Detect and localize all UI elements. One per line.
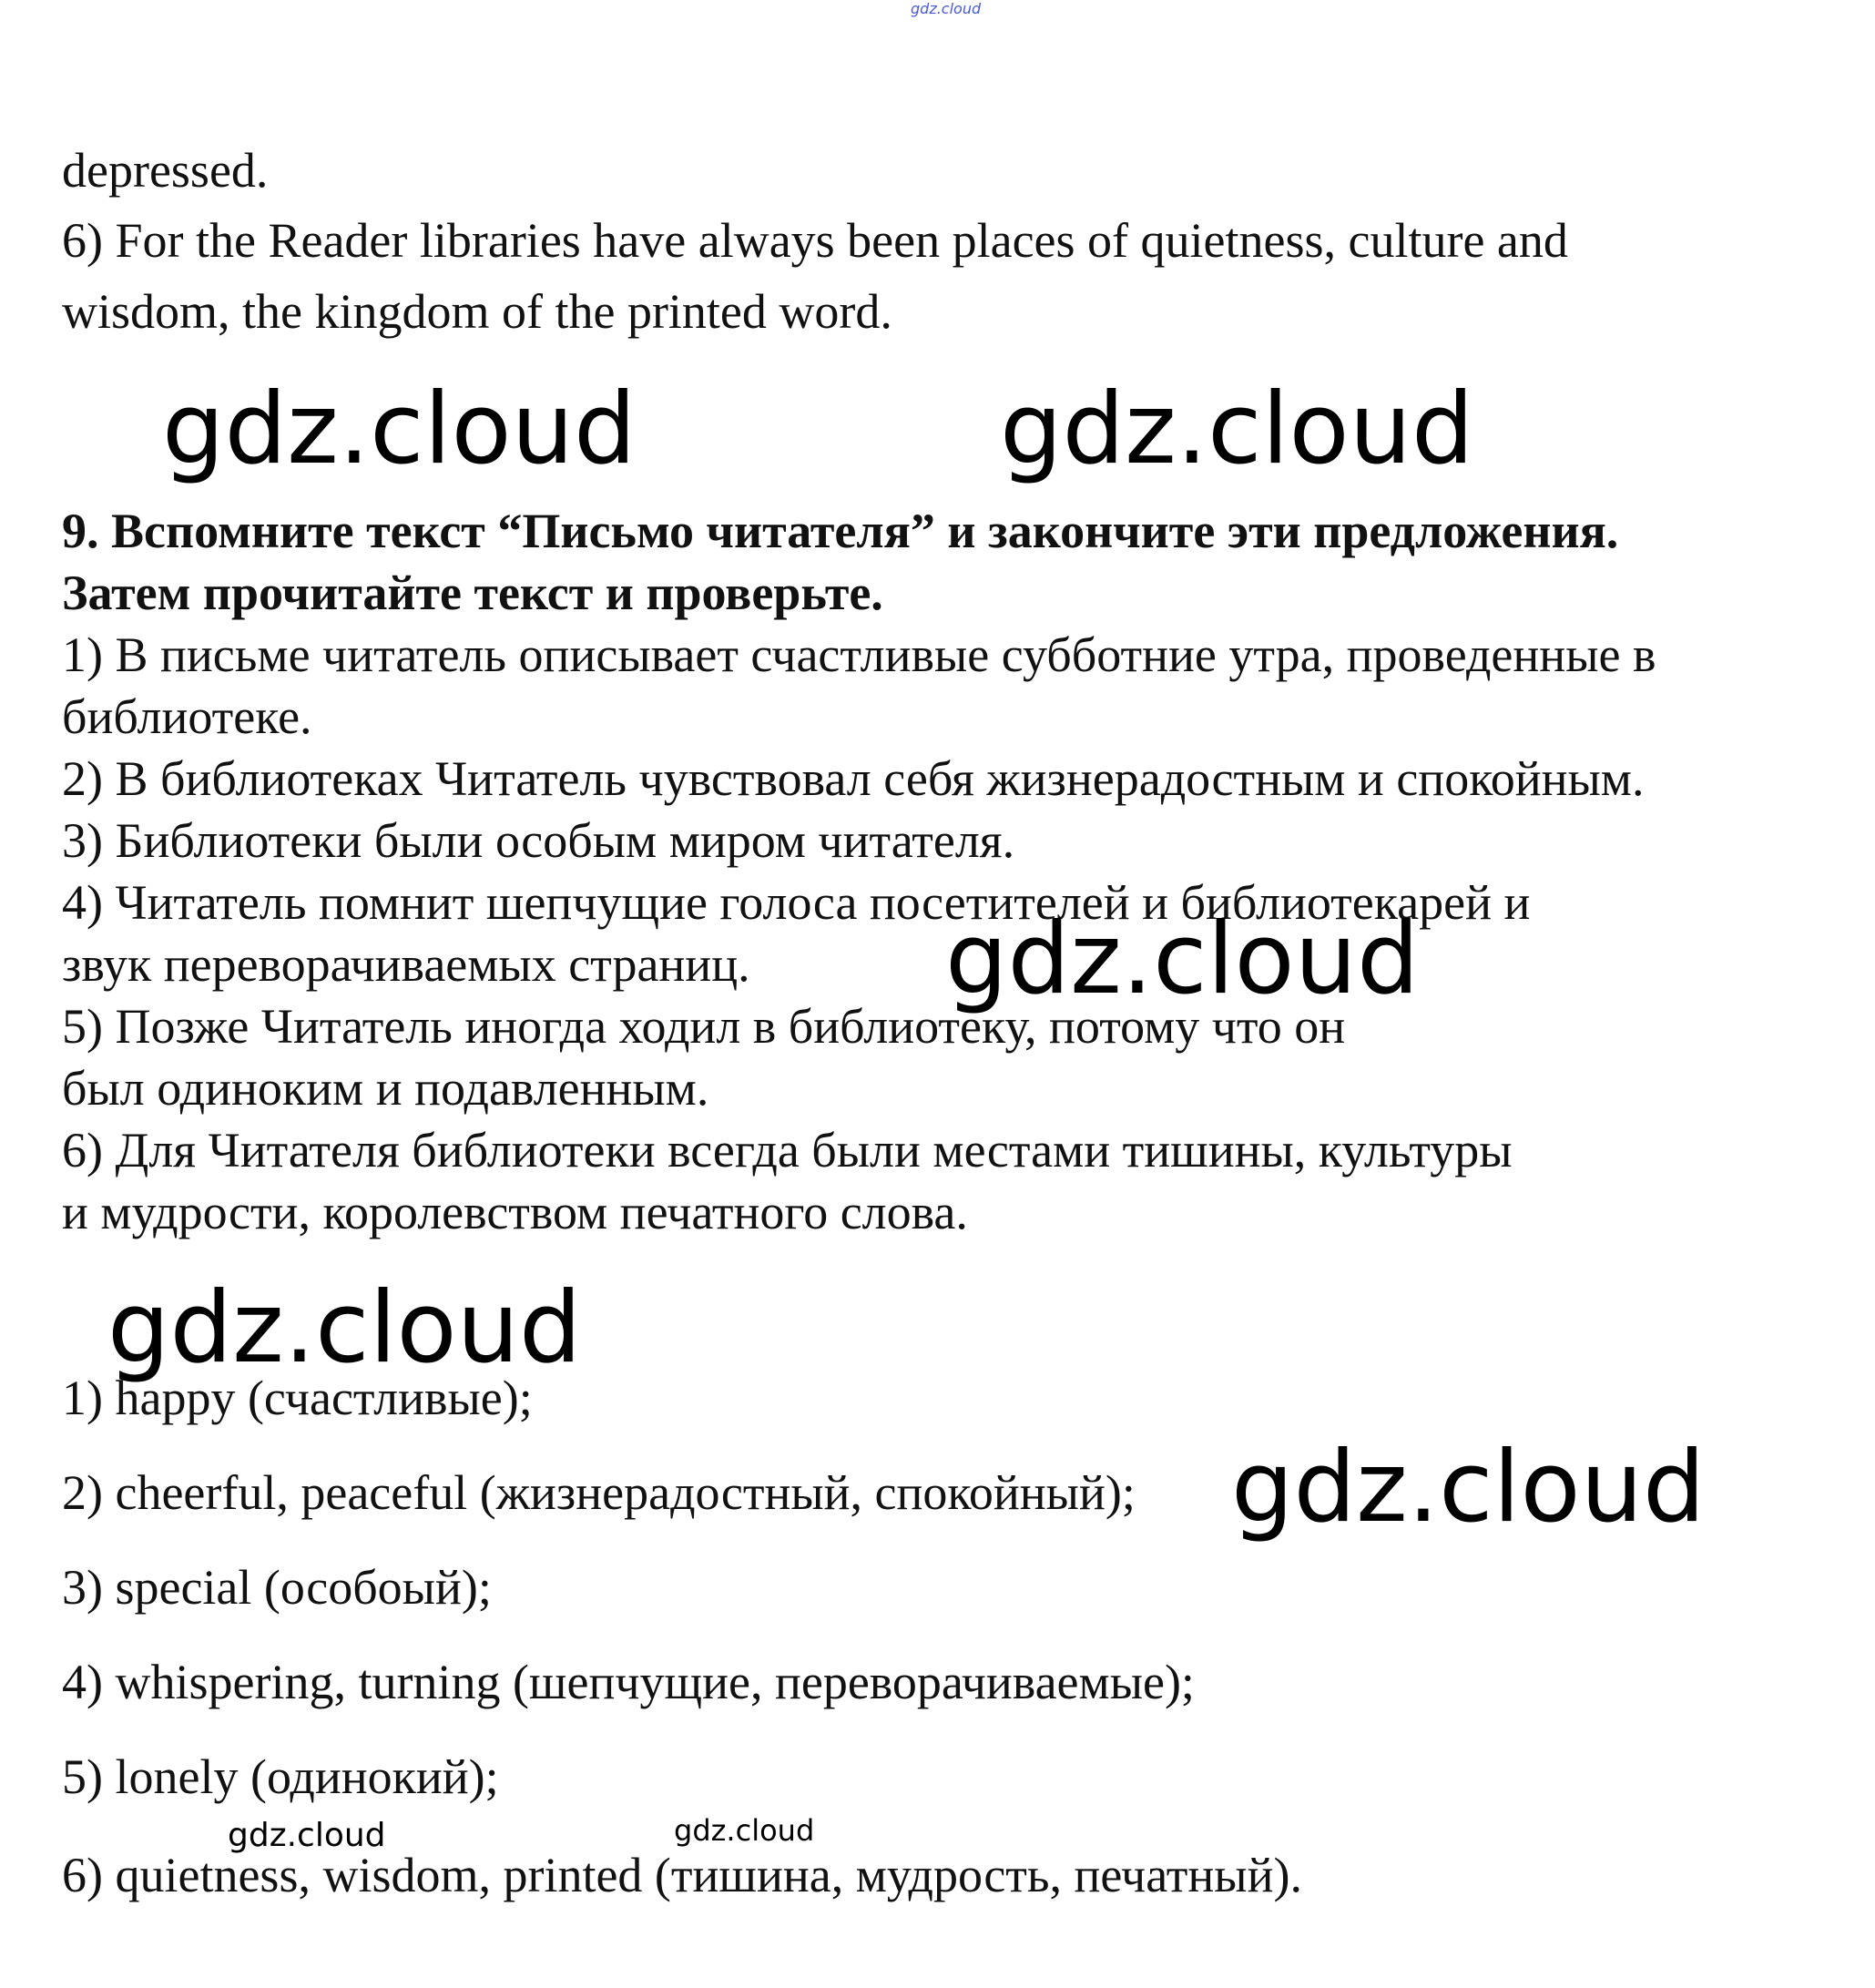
watermark: gdz.cloud	[228, 1817, 386, 1854]
watermark: gdz.cloud	[674, 1813, 815, 1848]
watermark-top: gdz.cloud	[911, 0, 982, 17]
prev-answer-6-line1: 6) For the Reader libraries have always been places of quietness, culture and	[62, 213, 1568, 268]
sentence-4-line1: 4) Читатель помнит шепчущие голоса посетителей и библиотекарей и	[62, 875, 1531, 930]
answer-6: 6) quietness, wisdom, printed (тишина, мудрость, печатный).	[62, 1848, 1302, 1902]
sentence-6-line1: 6) Для Читателя библиотеки всегда были местами тишины, культуры	[62, 1123, 1513, 1178]
watermark: gdz.cloud	[162, 372, 637, 486]
answer-2: 2) cheerful, peaceful (жизнерадостный, спокойный);	[62, 1465, 1136, 1520]
sentence-6-line2: и мудрости, королевством печатного слова.	[62, 1185, 968, 1239]
watermark: gdz.cloud	[1231, 1431, 1706, 1545]
sentence-2: 2) В библиотеках Читатель чувствовал себя жизнерадостным и спокойным.	[62, 751, 1645, 806]
sentence-5-line2: был одиноким и подавленным.	[62, 1061, 709, 1116]
answer-1: 1) happy (счастливые);	[62, 1371, 533, 1425]
answer-3: 3) special (особоый);	[62, 1560, 492, 1615]
prev-answer-line: depressed.	[62, 143, 269, 198]
watermark: gdz.cloud	[945, 902, 1420, 1016]
watermark: gdz.cloud	[107, 1271, 582, 1385]
sentence-5-line1: 5) Позже Читатель иногда ходил в библиотеку, потому что он	[62, 999, 1346, 1054]
task-title-line1: 9. Вспомните текст “Письмо читателя” и закончите эти предложения.	[62, 504, 1619, 558]
sentence-4-line2: звук переворачиваемых страниц.	[62, 937, 750, 992]
task-title-line2: Затем прочитайте текст и проверьте.	[62, 566, 883, 620]
sentence-1-line2: библиотеке.	[62, 689, 312, 744]
sentence-1-line1: 1) В письме читатель описывает счастливые субботние утра, проведенные в	[62, 627, 1656, 682]
prev-answer-6-line2: wisdom, the kingdom of the printed word.	[62, 284, 892, 339]
answer-4: 4) whispering, turning (шепчущие, переворачиваемые);	[62, 1655, 1195, 1709]
answer-5: 5) lonely (одинокий);	[62, 1749, 499, 1804]
watermark: gdz.cloud	[1000, 372, 1474, 486]
sentence-3: 3) Библиотеки были особым миром читателя.	[62, 813, 1015, 868]
